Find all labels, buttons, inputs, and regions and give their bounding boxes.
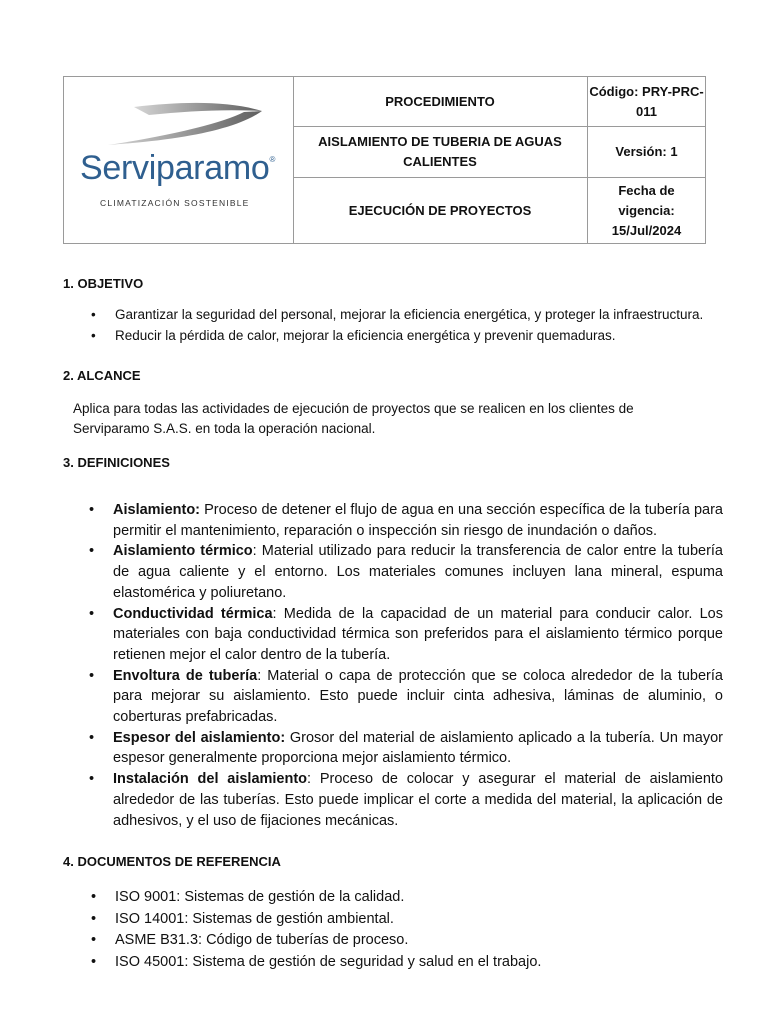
alcance-paragraph: Aplica para todas las actividades de ejecución de proyectos que se realicen en los clientes de Serviparamo S.A.S. en toda la operación nacional.	[73, 401, 634, 436]
doc-version-cell: Versión: 1	[588, 127, 705, 178]
definition-item	[88, 666, 723, 728]
doc-type-cell: PROCEDIMIENTO	[293, 77, 588, 127]
definition-text: : Proceso de colocar y asegurar el material de aislamiento alrededor de las tuberías. Esto puede implicar el corte a medida del material, la aplicación de adhesivos, y el uso de fijaciones mecánicas.	[113, 771, 724, 829]
list-item: • ISO 9001: Sistemas de gestión de la calidad.	[90, 887, 730, 909]
list-item: • Garantizar la seguridad del personal, mejorar la eficiencia energética, y proteger la infraestructura.	[90, 304, 730, 325]
section-title-definiciones: 3. DEFINICIONES	[63, 455, 170, 470]
definiciones-list	[88, 500, 723, 831]
definition-term: Instalación del aislamiento	[113, 771, 308, 788]
section-title-referencias: 4. DOCUMENTOS DE REFERENCIA	[63, 854, 281, 869]
definition-text: : Material utilizado para reducir la transferencia de calor entre la tubería de agua caliente y el entorno. Los materiales comunes incluyen lana mineral, espuma elastomérica y poliuretano.	[113, 543, 724, 601]
definition-term: Envoltura de tubería	[113, 667, 258, 684]
definition-text: Grosor del material de aislamiento aplicado a la tubería. Un mayor espesor generalmente proporciona mejor aislamiento térmico.	[113, 729, 723, 767]
objetivo-list	[90, 304, 730, 346]
list-item: • Reducir la pérdida de calor, mejorar la eficiencia energética y prevenir quemaduras.	[90, 325, 730, 346]
document-header-table	[63, 76, 706, 244]
doc-area-cell: EJECUCIÓN DE PROYECTOS	[293, 178, 588, 243]
definition-item	[88, 604, 723, 666]
definition-term: Aislamiento térmico	[113, 543, 253, 560]
definition-text: : Material o capa de protección que se coloca alrededor de la tubería para mejorar su aislamiento. Esto puede incluir cinta adhesiva, láminas de aluminio, o coberturas prefabricadas.	[113, 667, 723, 726]
logo-wordmark: Serviparamo®	[80, 149, 276, 187]
doc-date-cell: Fecha de vigencia: 15/Jul/2024	[611, 182, 682, 238]
definition-item	[88, 769, 723, 831]
referencias-list	[90, 887, 730, 973]
logo-swoosh-icon	[104, 99, 264, 147]
definition-text: Proceso de detener el flujo de agua en una sección específica de la tubería para permitir el mantenimiento, reparación o inspección sin riesgo de inundación o daños.	[113, 502, 723, 539]
definition-item	[88, 541, 723, 603]
definition-term: Aislamiento:	[113, 502, 201, 518]
definition-item	[88, 500, 723, 541]
company-logo	[64, 77, 294, 243]
section-title-objetivo: 1. OBJETIVO	[63, 276, 144, 291]
section-title-alcance: 2. ALCANCE	[63, 368, 141, 383]
list-item: • ASME B31.3: Código de tuberías de proceso.	[90, 930, 730, 952]
definition-item	[88, 728, 723, 769]
definition-term: Espesor del aislamiento:	[113, 729, 286, 746]
list-item: • ISO 45001: Sistema de gestión de seguridad y salud en el trabajo.	[90, 952, 730, 974]
logo-tagline: CLIMATIZACIÓN SOSTENIBLE	[100, 198, 250, 208]
definition-text: : Medida de la capacidad de un material para conducir calor. Los materiales con baja conductividad térmica son preferidos para el aislamiento térmico porque retienen mejor el calor dentro de la tubería.	[113, 605, 723, 663]
definition-term: Conductividad térmica	[113, 605, 273, 622]
doc-code-cell: Código: PRY-PRC-011	[588, 77, 705, 127]
list-item: • ISO 14001: Sistemas de gestión ambiental.	[90, 909, 730, 931]
doc-title-cell: AISLAMIENTO DE TUBERIA DE AGUAS CALIENTES	[293, 127, 588, 178]
